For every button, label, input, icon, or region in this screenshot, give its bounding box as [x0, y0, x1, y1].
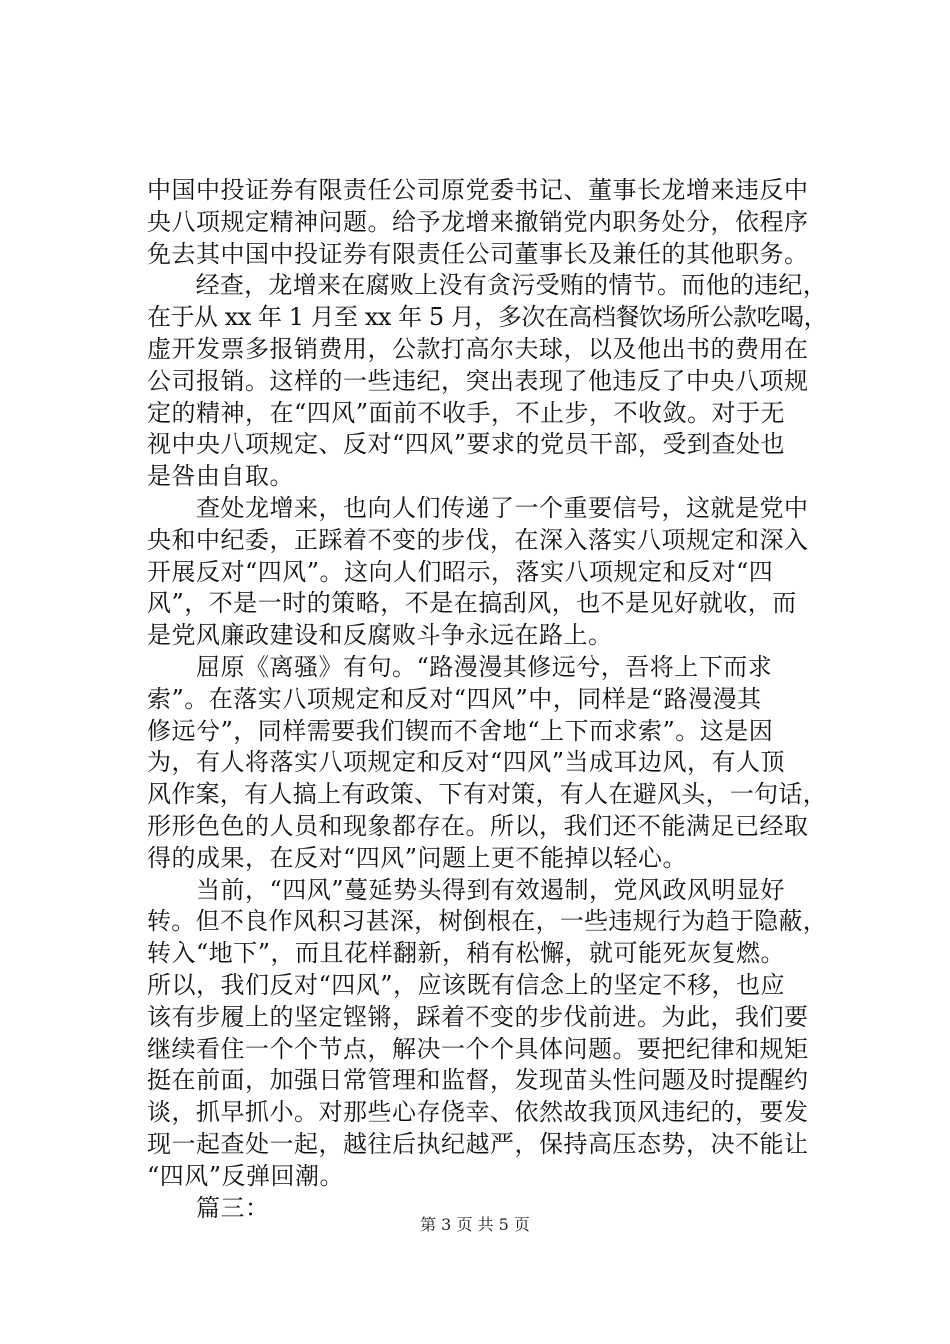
- text-line: 央八项规定精神问题。给予龙增来撤销党内职务处分，依程序: [147, 207, 809, 236]
- text-line: 谈，抓早抓小。对那些心存侥幸、依然故我顶风违纪的，要发: [147, 1098, 809, 1127]
- text-line: 是党风廉政建设和反腐败斗争永远在路上。: [147, 621, 613, 650]
- text-line: 形形色色的人员和现象都存在。所以，我们还不能满足已经取: [147, 812, 809, 840]
- text-line: 虚开发票多报销费用，公款打高尔夫球，以及他出书的费用在: [147, 335, 809, 363]
- text-line: 挺在前面，加强日常管理和监督，发现苗头性问题及时提醒约: [147, 1066, 809, 1095]
- text-line: 继续看住一个个节点，解决一个个具体问题。要把纪律和规矩: [147, 1034, 809, 1063]
- text-line: 在于从 xx 年 1 月至 xx 年 5 月，多次在高档餐饮场所公款吃喝，: [147, 303, 828, 332]
- text-line: 修远兮”，同样需要我们锲而不舍地“上下而求索”。这是因: [147, 716, 774, 745]
- text-line: 中国中投证券有限责任公司原党委书记、董事长龙增来违反中: [147, 176, 809, 204]
- text-line: 是咎由自取。: [147, 462, 294, 491]
- text-line: 现一起查处一起，越往后执纪越严，保持高压态势，决不能让: [147, 1130, 809, 1158]
- text-line: 视中央八项规定、反对“四风”要求的党员干部，受到查处也: [147, 430, 786, 459]
- text-line: 公司报销。这样的一些违纪，突出表现了他违反了中央八项规: [147, 366, 809, 395]
- text-line: 转入“地下”，而且花样翻新，稍有松懈，就可能死灰复燃。: [147, 939, 786, 968]
- text-line: 所以，我们反对“四风”，应该既有信念上的坚定不移，也应: [147, 971, 786, 999]
- text-line: 央和中纪委，正踩着不变的步伐，在深入落实八项规定和深入: [147, 525, 809, 554]
- text-line: “四风”反弹回潮。: [147, 1161, 345, 1190]
- text-line: 风”，不是一时的策略，不是在搞刮风，也不是见好就收，而: [147, 589, 797, 618]
- text-line: 转。但不良作风积习甚深，树倒根在，一些违规行为趋于隐蔽，: [147, 907, 827, 936]
- text-line: 经查，龙增来在腐败上没有贪污受贿的情节。而他的违纪，: [147, 271, 827, 300]
- text-line: 为，有人将落实八项规定和反对“四风”当成耳边风，有人顶: [147, 748, 786, 777]
- text-line: 屈原《离骚》有句。“路漫漫其修远兮，吾将上下而求: [147, 653, 773, 681]
- text-line: 免去其中国中投证券有限责任公司董事长及兼任的其他职务。: [147, 239, 809, 268]
- text-line: 得的成果，在反对“四风”问题上更不能掉以轻心。: [147, 843, 688, 872]
- text-line: 索”。在落实八项规定和反对“四风”中，同样是“路漫漫其: [147, 684, 762, 713]
- text-line: 当前，“四风”蔓延势头得到有效遏制，党风政风明显好: [147, 875, 786, 904]
- page-footer: 第 3 页 共 5 页: [420, 1215, 530, 1234]
- text-line: 该有步履上的坚定铿锵，踩着不变的步伐前进。为此，我们要: [147, 1002, 809, 1031]
- text-line: 开展反对“四风”。这向人们昭示，落实八项规定和反对“四: [147, 557, 774, 586]
- text-line: 定的精神，在“四风”面前不收手，不止步，不收敛。对于无: [147, 398, 786, 427]
- text-line: 查处龙增来，也向人们传递了一个重要信号，这就是党中: [147, 494, 809, 522]
- text-line: 风作案，有人搞上有政策、下有对策，有人在避风头，一句话，: [147, 780, 827, 809]
- text-line: 篇三：: [147, 1193, 270, 1222]
